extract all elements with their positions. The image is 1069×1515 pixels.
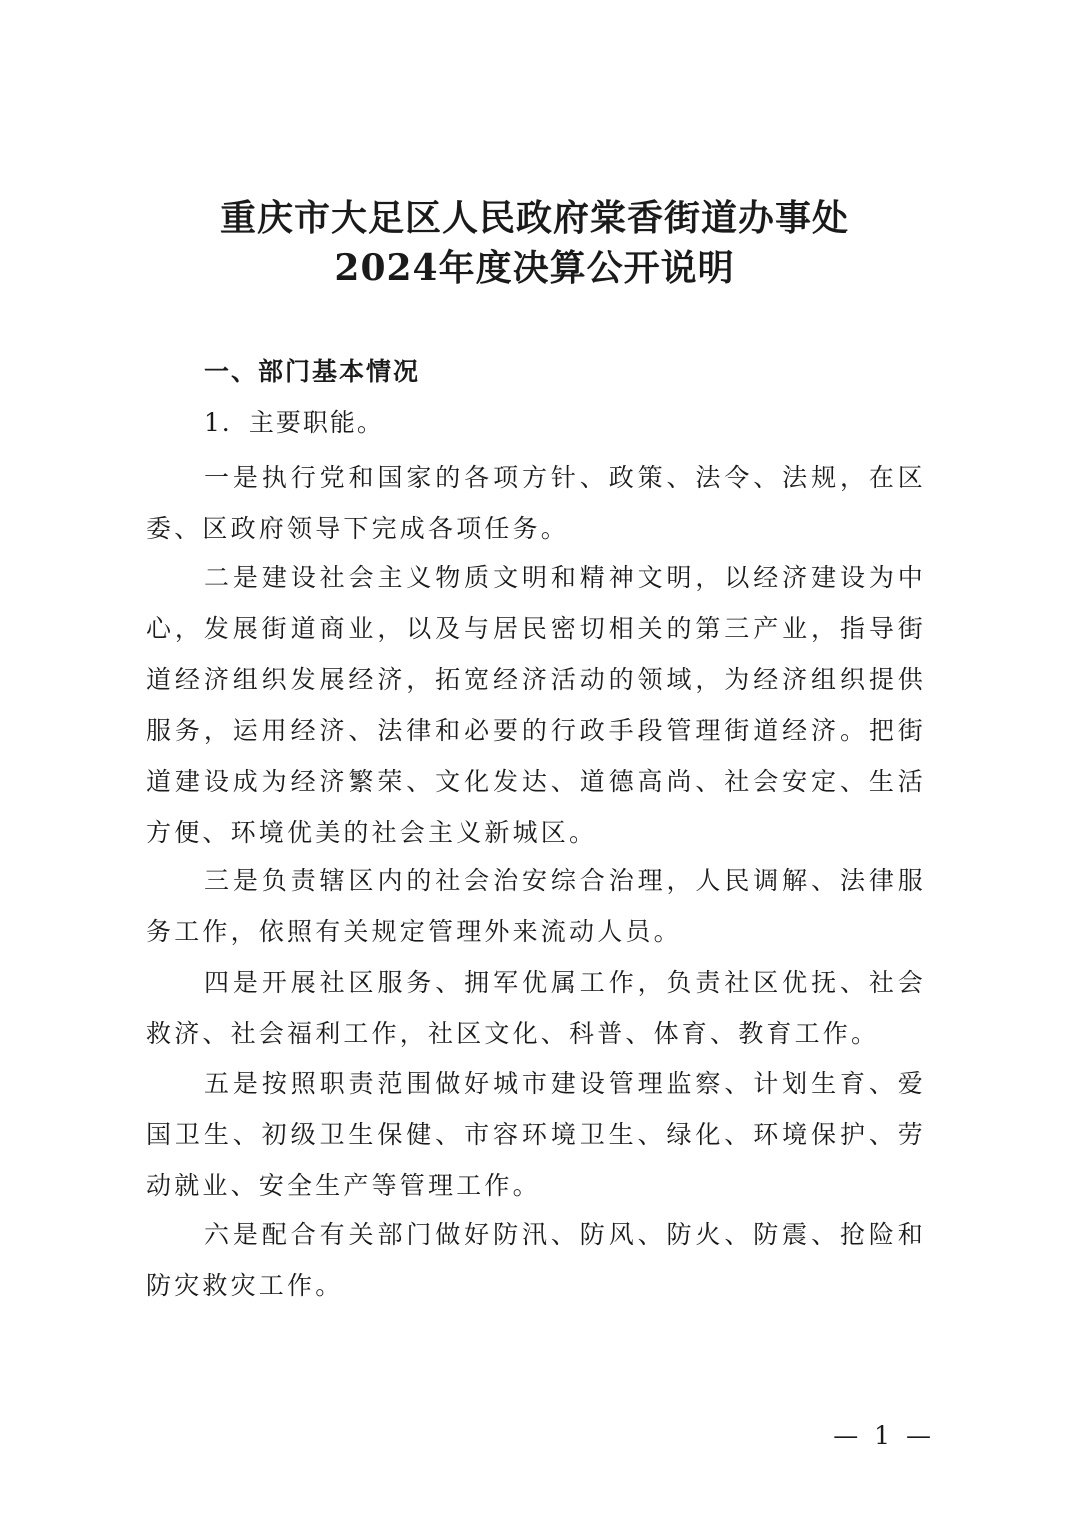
paragraph-3: 三是负责辖区内的社会治安综合治理，人民调解、法律服务工作，依照有关规定管理外来流动人员。 xyxy=(146,866,926,946)
paragraph-1: 一是执行党和国家的各项方针、政策、法令、法规，在区委、区政府领导下完成各项任务。 xyxy=(146,463,926,543)
document-title-line-1: 重庆市大足区人民政府棠香街道办事处 xyxy=(219,197,849,239)
paragraph-2: 二是建设社会主义物质文明和精神文明，以经济建设为中心，发展街道商业，以及与居民密切相关的第三产业，指导街道经济组织发展经济，拓宽经济活动的领域，为经济组织提供服务，运用经济、法律和必要的行政手段管理街道经济。把街道建设成为经济繁荣、文化发达、道德高尚、社会安定、生活方便、环境优美的社会主义新城区。 xyxy=(146,563,926,847)
paragraph-5: 五是按照职责范围做好城市建设管理监察、计划生育、爱国卫生、初级卫生保健、市容环境卫生、绿化、环境保护、劳动就业、安全生产等管理工作。 xyxy=(146,1069,926,1200)
subsection-heading: 1．主要职能。 xyxy=(204,408,384,437)
paragraph-4: 四是开展社区服务、拥军优属工作，负责社区优抚、社会救济、社会福利工作，社区文化、科普、体育、教育工作。 xyxy=(146,968,926,1048)
section-heading: 一、部门基本情况 xyxy=(204,357,421,386)
paragraph-6: 六是配合有关部门做好防汛、防风、防火、防震、抢险和防灾救灾工作。 xyxy=(146,1220,926,1300)
document-title-line-2: 2024年度决算公开说明 xyxy=(334,247,735,289)
page-number: — 1 — xyxy=(833,1421,935,1450)
